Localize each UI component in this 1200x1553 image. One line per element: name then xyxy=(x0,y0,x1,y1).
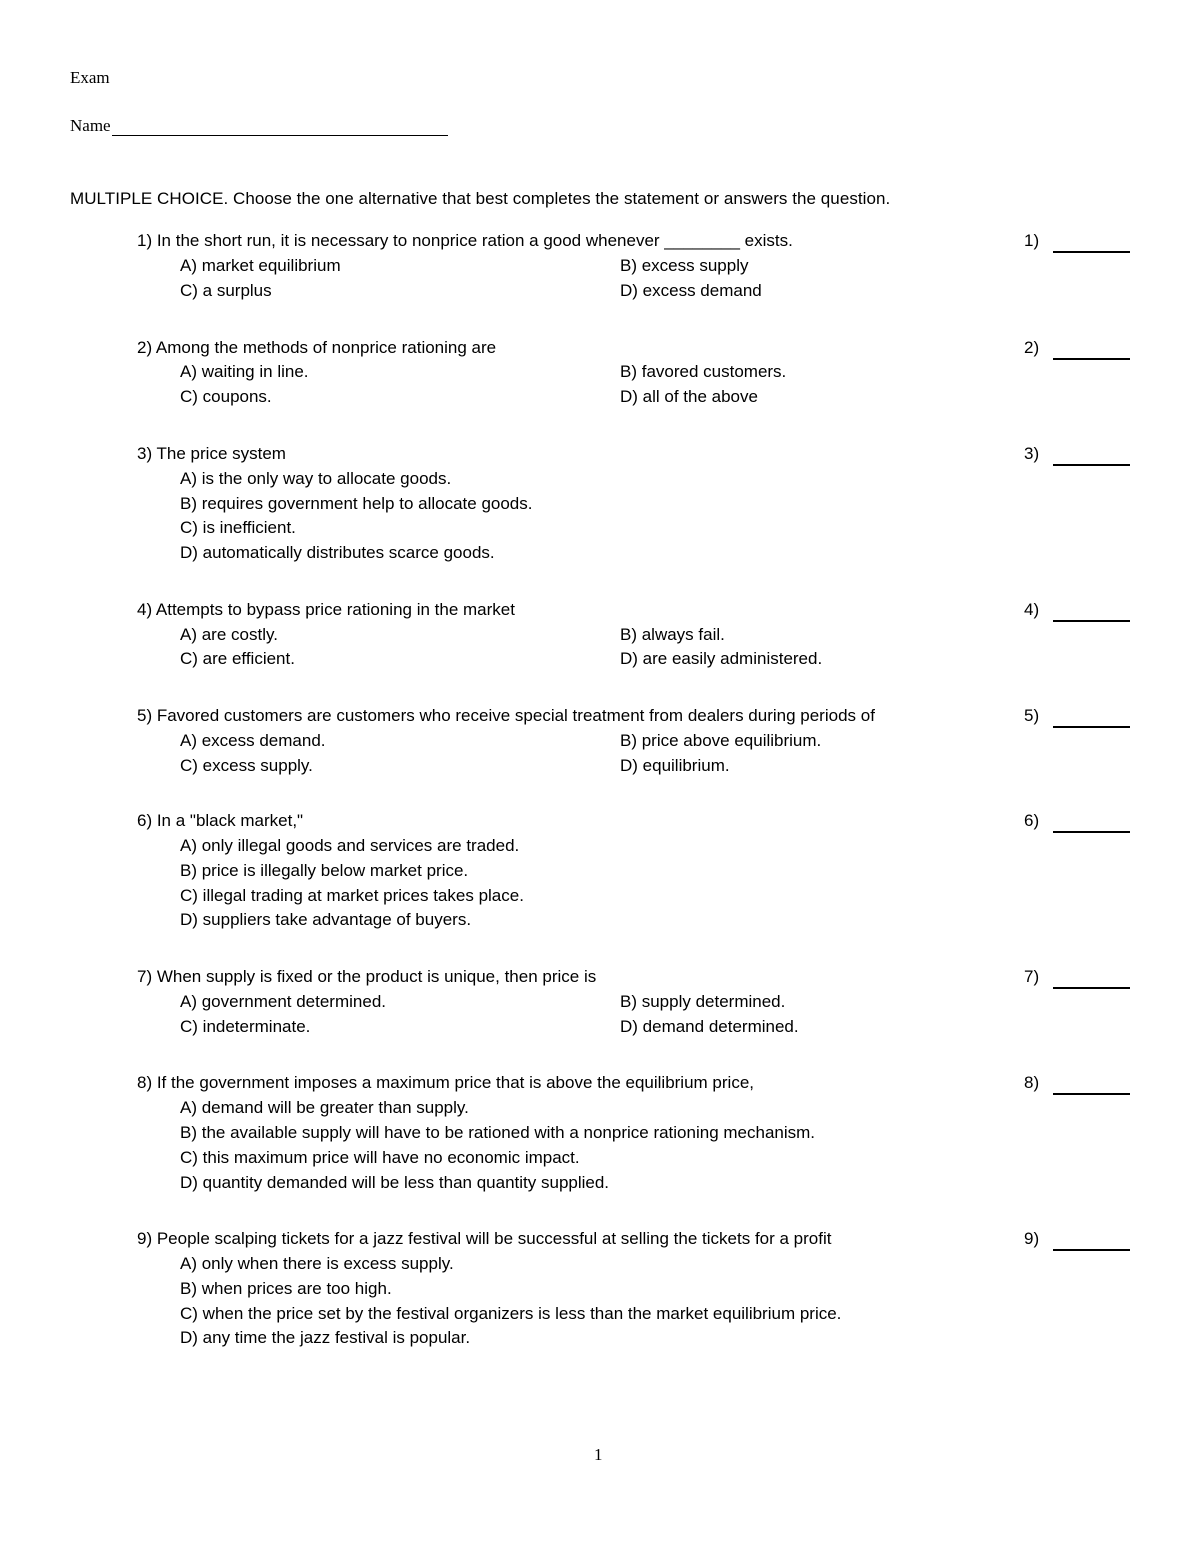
option-d: D) any time the jazz festival is popular. xyxy=(180,1328,471,1347)
answer-number: 5) xyxy=(1024,706,1040,725)
answer-number: 8) xyxy=(1024,1073,1040,1092)
question-stem: 1) In the short run, it is necessary to nonprice ration a good whenever ________ exists. xyxy=(137,231,793,250)
option-a: A) government determined. xyxy=(180,992,386,1011)
answer-blank[interactable] xyxy=(1053,251,1130,253)
option-c: C) this maximum price will have no economic impact. xyxy=(180,1148,580,1167)
option-b: B) price above equilibrium. xyxy=(620,731,822,750)
answer-blank[interactable] xyxy=(1053,358,1130,360)
option-a: A) market equilibrium xyxy=(180,256,341,275)
option-b: B) when prices are too high. xyxy=(180,1279,392,1298)
option-d: D) equilibrium. xyxy=(620,756,730,775)
option-a: A) waiting in line. xyxy=(180,362,309,381)
option-c: C) is inefficient. xyxy=(180,518,296,537)
option-b: B) supply determined. xyxy=(620,992,786,1011)
option-d: D) excess demand xyxy=(620,281,762,300)
option-d: D) quantity demanded will be less than quantity supplied. xyxy=(180,1173,610,1192)
question-stem: 4) Attempts to bypass price rationing in the market xyxy=(137,600,515,619)
answer-blank[interactable] xyxy=(1053,1093,1130,1095)
option-a: A) demand will be greater than supply. xyxy=(180,1098,469,1117)
answer-blank[interactable] xyxy=(1053,987,1130,989)
option-c: C) a surplus xyxy=(180,281,272,300)
question-stem: 6) In a "black market," xyxy=(137,811,304,830)
option-a: A) only illegal goods and services are traded. xyxy=(180,836,520,855)
answer-blank[interactable] xyxy=(1053,831,1130,833)
answer-blank[interactable] xyxy=(1053,726,1130,728)
exam-title: Exam xyxy=(70,68,110,87)
answer-number: 3) xyxy=(1024,444,1040,463)
instructions: MULTIPLE CHOICE. Choose the one alternative that best completes the statement or answers the question. xyxy=(70,189,891,208)
option-d: D) automatically distributes scarce goods. xyxy=(180,543,495,562)
option-b: B) requires government help to allocate goods. xyxy=(180,494,533,513)
answer-blank[interactable] xyxy=(1053,620,1130,622)
question-stem: 9) People scalping tickets for a jazz festival will be successful at selling the tickets for a profit xyxy=(137,1229,832,1248)
option-d: D) suppliers take advantage of buyers. xyxy=(180,910,472,929)
answer-blank[interactable] xyxy=(1053,464,1130,466)
option-a: A) only when there is excess supply. xyxy=(180,1254,454,1273)
question-stem: 5) Favored customers are customers who receive special treatment from dealers during periods of xyxy=(137,706,875,725)
name-label: Name xyxy=(70,116,111,135)
option-d: D) demand determined. xyxy=(620,1017,799,1036)
answer-number: 9) xyxy=(1024,1229,1040,1248)
answer-number: 6) xyxy=(1024,811,1040,830)
option-b: B) price is illegally below market price. xyxy=(180,861,469,880)
name-field xyxy=(70,116,448,136)
option-c: C) excess supply. xyxy=(180,756,313,775)
option-a: A) excess demand. xyxy=(180,731,326,750)
option-a: A) is the only way to allocate goods. xyxy=(180,469,452,488)
question-stem: 7) When supply is fixed or the product is unique, then price is xyxy=(137,967,597,986)
option-d: D) are easily administered. xyxy=(620,649,823,668)
answer-blank[interactable] xyxy=(1053,1249,1130,1251)
option-b: B) favored customers. xyxy=(620,362,787,381)
option-b: B) always fail. xyxy=(620,625,725,644)
question-stem: 3) The price system xyxy=(137,444,286,463)
option-b: B) the available supply will have to be rationed with a nonprice rationing mechanism. xyxy=(180,1123,816,1142)
answer-number: 4) xyxy=(1024,600,1040,619)
option-c: C) illegal trading at market prices takes place. xyxy=(180,886,524,905)
name-blank-line[interactable] xyxy=(112,118,448,136)
option-a: A) are costly. xyxy=(180,625,278,644)
option-c: C) when the price set by the festival organizers is less than the market equilibrium price. xyxy=(180,1304,842,1323)
question-stem: 8) If the government imposes a maximum price that is above the equilibrium price, xyxy=(137,1073,754,1092)
option-c: C) indeterminate. xyxy=(180,1017,311,1036)
option-c: C) are efficient. xyxy=(180,649,295,668)
answer-number: 2) xyxy=(1024,338,1040,357)
page-number: 1 xyxy=(594,1445,603,1464)
answer-number: 1) xyxy=(1024,231,1040,250)
answer-number: 7) xyxy=(1024,967,1040,986)
option-c: C) coupons. xyxy=(180,387,272,406)
option-d: D) all of the above xyxy=(620,387,758,406)
option-b: B) excess supply xyxy=(620,256,749,275)
question-stem: 2) Among the methods of nonprice rationing are xyxy=(137,338,497,357)
